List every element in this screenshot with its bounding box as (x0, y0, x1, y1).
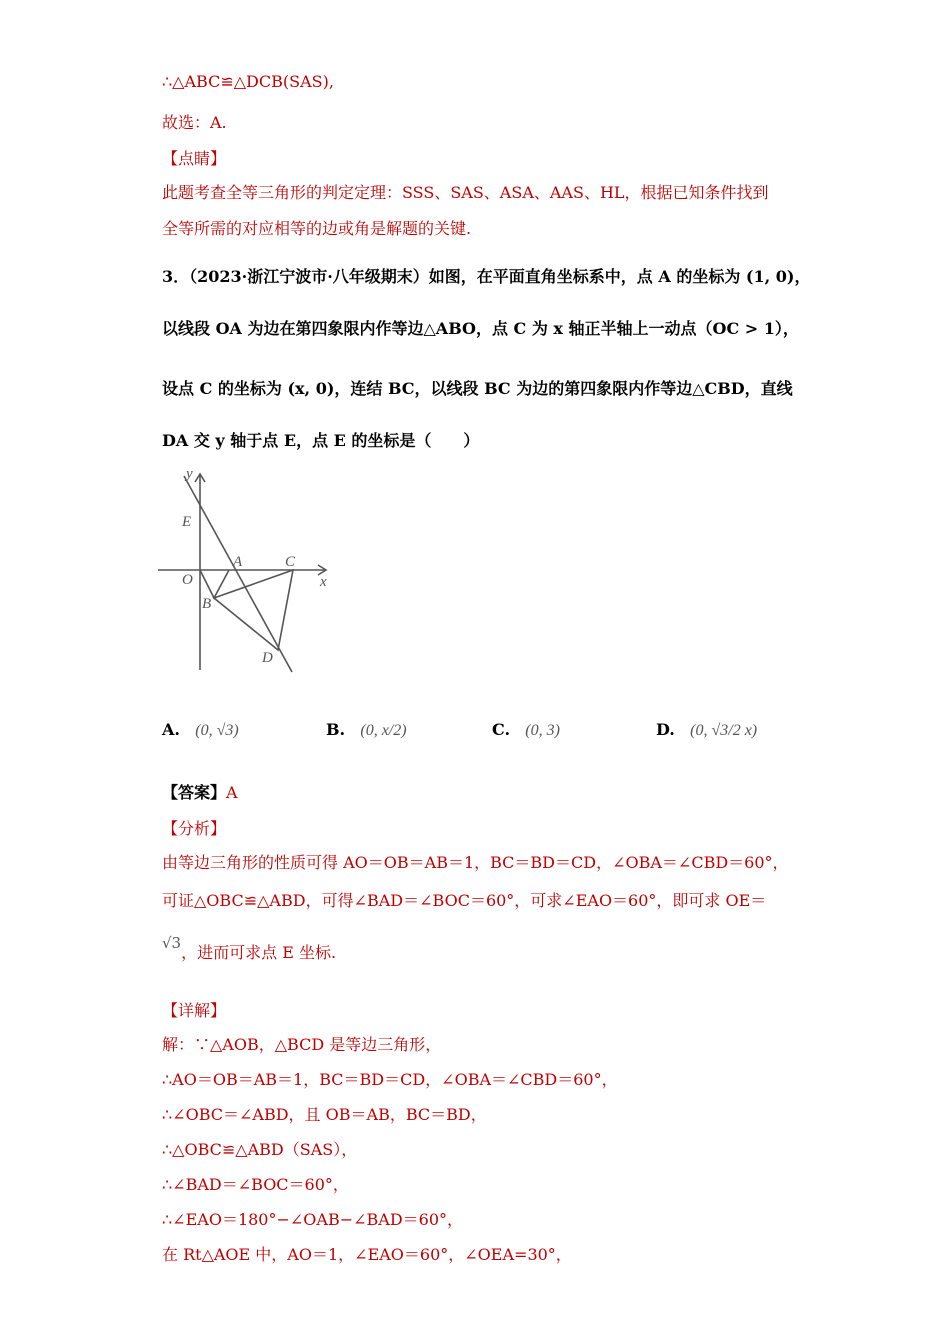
option-c[interactable] (492, 720, 560, 740)
analysis-tag: 【分析】 (162, 819, 227, 838)
detail-line-3: ∴∠OBC＝∠ABD，且 OB＝AB，BC＝BD， (162, 1105, 487, 1124)
label-A: A (233, 554, 243, 570)
prev-choice: 故选：A. (162, 113, 227, 132)
answer-value: A (226, 783, 238, 802)
question-line-3: 设点 C 的坐标为 (x, 0)，连结 BC，以线段 BC 为边的第四象限内作等边△CBD，直线 (162, 379, 793, 398)
question-line-2: 以线段 OA 为边在第四象限内作等边△ABO，点 C 为 x 轴正半轴上一动点（OC > 1）， (162, 319, 799, 338)
label-D: D (262, 650, 273, 666)
detail-line-4: ∴△OBC≌△ABD（SAS）， (162, 1140, 358, 1159)
label-C: C (285, 554, 296, 570)
comment-line-2: 全等所需的对应相等的边或角是解题的关键. (162, 219, 472, 238)
option-d-text: (0, √3/2 x) (690, 722, 758, 739)
option-d[interactable] (656, 720, 757, 740)
answer-row (162, 780, 238, 803)
option-b-letter: B. (326, 720, 346, 739)
label-E: E (182, 514, 192, 530)
prev-conclusion: ∴△ABC≌△DCB(SAS), (162, 72, 334, 91)
detail-line-5: ∴∠BAD＝∠BOC＝60°， (162, 1175, 349, 1194)
detail-tag: 【详解】 (162, 1001, 227, 1020)
option-a-letter: A. (162, 720, 180, 739)
comment-line-1: 此题考查全等三角形的判定定理：SSS、SAS、ASA、AAS、HL，根据已知条件找到 (162, 183, 769, 202)
option-b-text: (0, x/2) (360, 722, 407, 739)
sqrt3-value: √3 (162, 934, 182, 952)
option-c-letter: C. (492, 720, 511, 739)
option-c-text: (0, 3) (525, 722, 560, 739)
label-x: x (320, 574, 327, 590)
answer-tag: 【答案】 (162, 783, 227, 802)
geometry-figure (150, 462, 350, 681)
analysis-line-2: 可证△OBC≌△ABD，可得∠BAD＝∠BOC＝60°，可求∠EAO＝60°，即可求 OE＝ (162, 891, 767, 910)
analysis-line-3 (162, 934, 337, 963)
option-a-text: (0, √3) (195, 722, 239, 739)
option-b[interactable] (326, 720, 407, 740)
label-O: O (182, 572, 193, 588)
label-y: y (186, 466, 193, 482)
detail-line-7: 在 Rt△AOE 中，AO＝1，∠EAO＝60°，∠OEA=30°， (162, 1245, 572, 1264)
question-line-4: DA 交 y 轴于点 E，点 E 的坐标是（ ） (162, 431, 480, 450)
analysis-line-1: 由等边三角形的性质可得 AO＝OB＝AB＝1，BC＝BD＝CD，∠OBA＝∠CBD＝60°， (162, 853, 789, 872)
option-a[interactable] (162, 720, 239, 740)
analysis-line-3-text: ，进而可求点 E 坐标. (181, 943, 337, 962)
option-d-letter: D. (656, 720, 675, 739)
triangle-CBD (214, 570, 293, 650)
label-B: B (202, 596, 212, 612)
detail-line-6: ∴∠EAO＝180°−∠OAB−∠BAD＝60°， (162, 1210, 464, 1229)
detail-line-1: 解：∵△AOB，△BCD 是等边三角形， (162, 1035, 442, 1054)
detail-line-2: ∴AO＝OB＝AB＝1，BC＝BD＝CD，∠OBA＝∠CBD＝60°， (162, 1070, 618, 1089)
comment-tag: 【点睛】 (162, 149, 227, 168)
question-line-1: 3．（2023·浙江宁波市·八年级期末）如图，在平面直角坐标系中，点 A 的坐标为 (1, 0)， (162, 267, 811, 286)
